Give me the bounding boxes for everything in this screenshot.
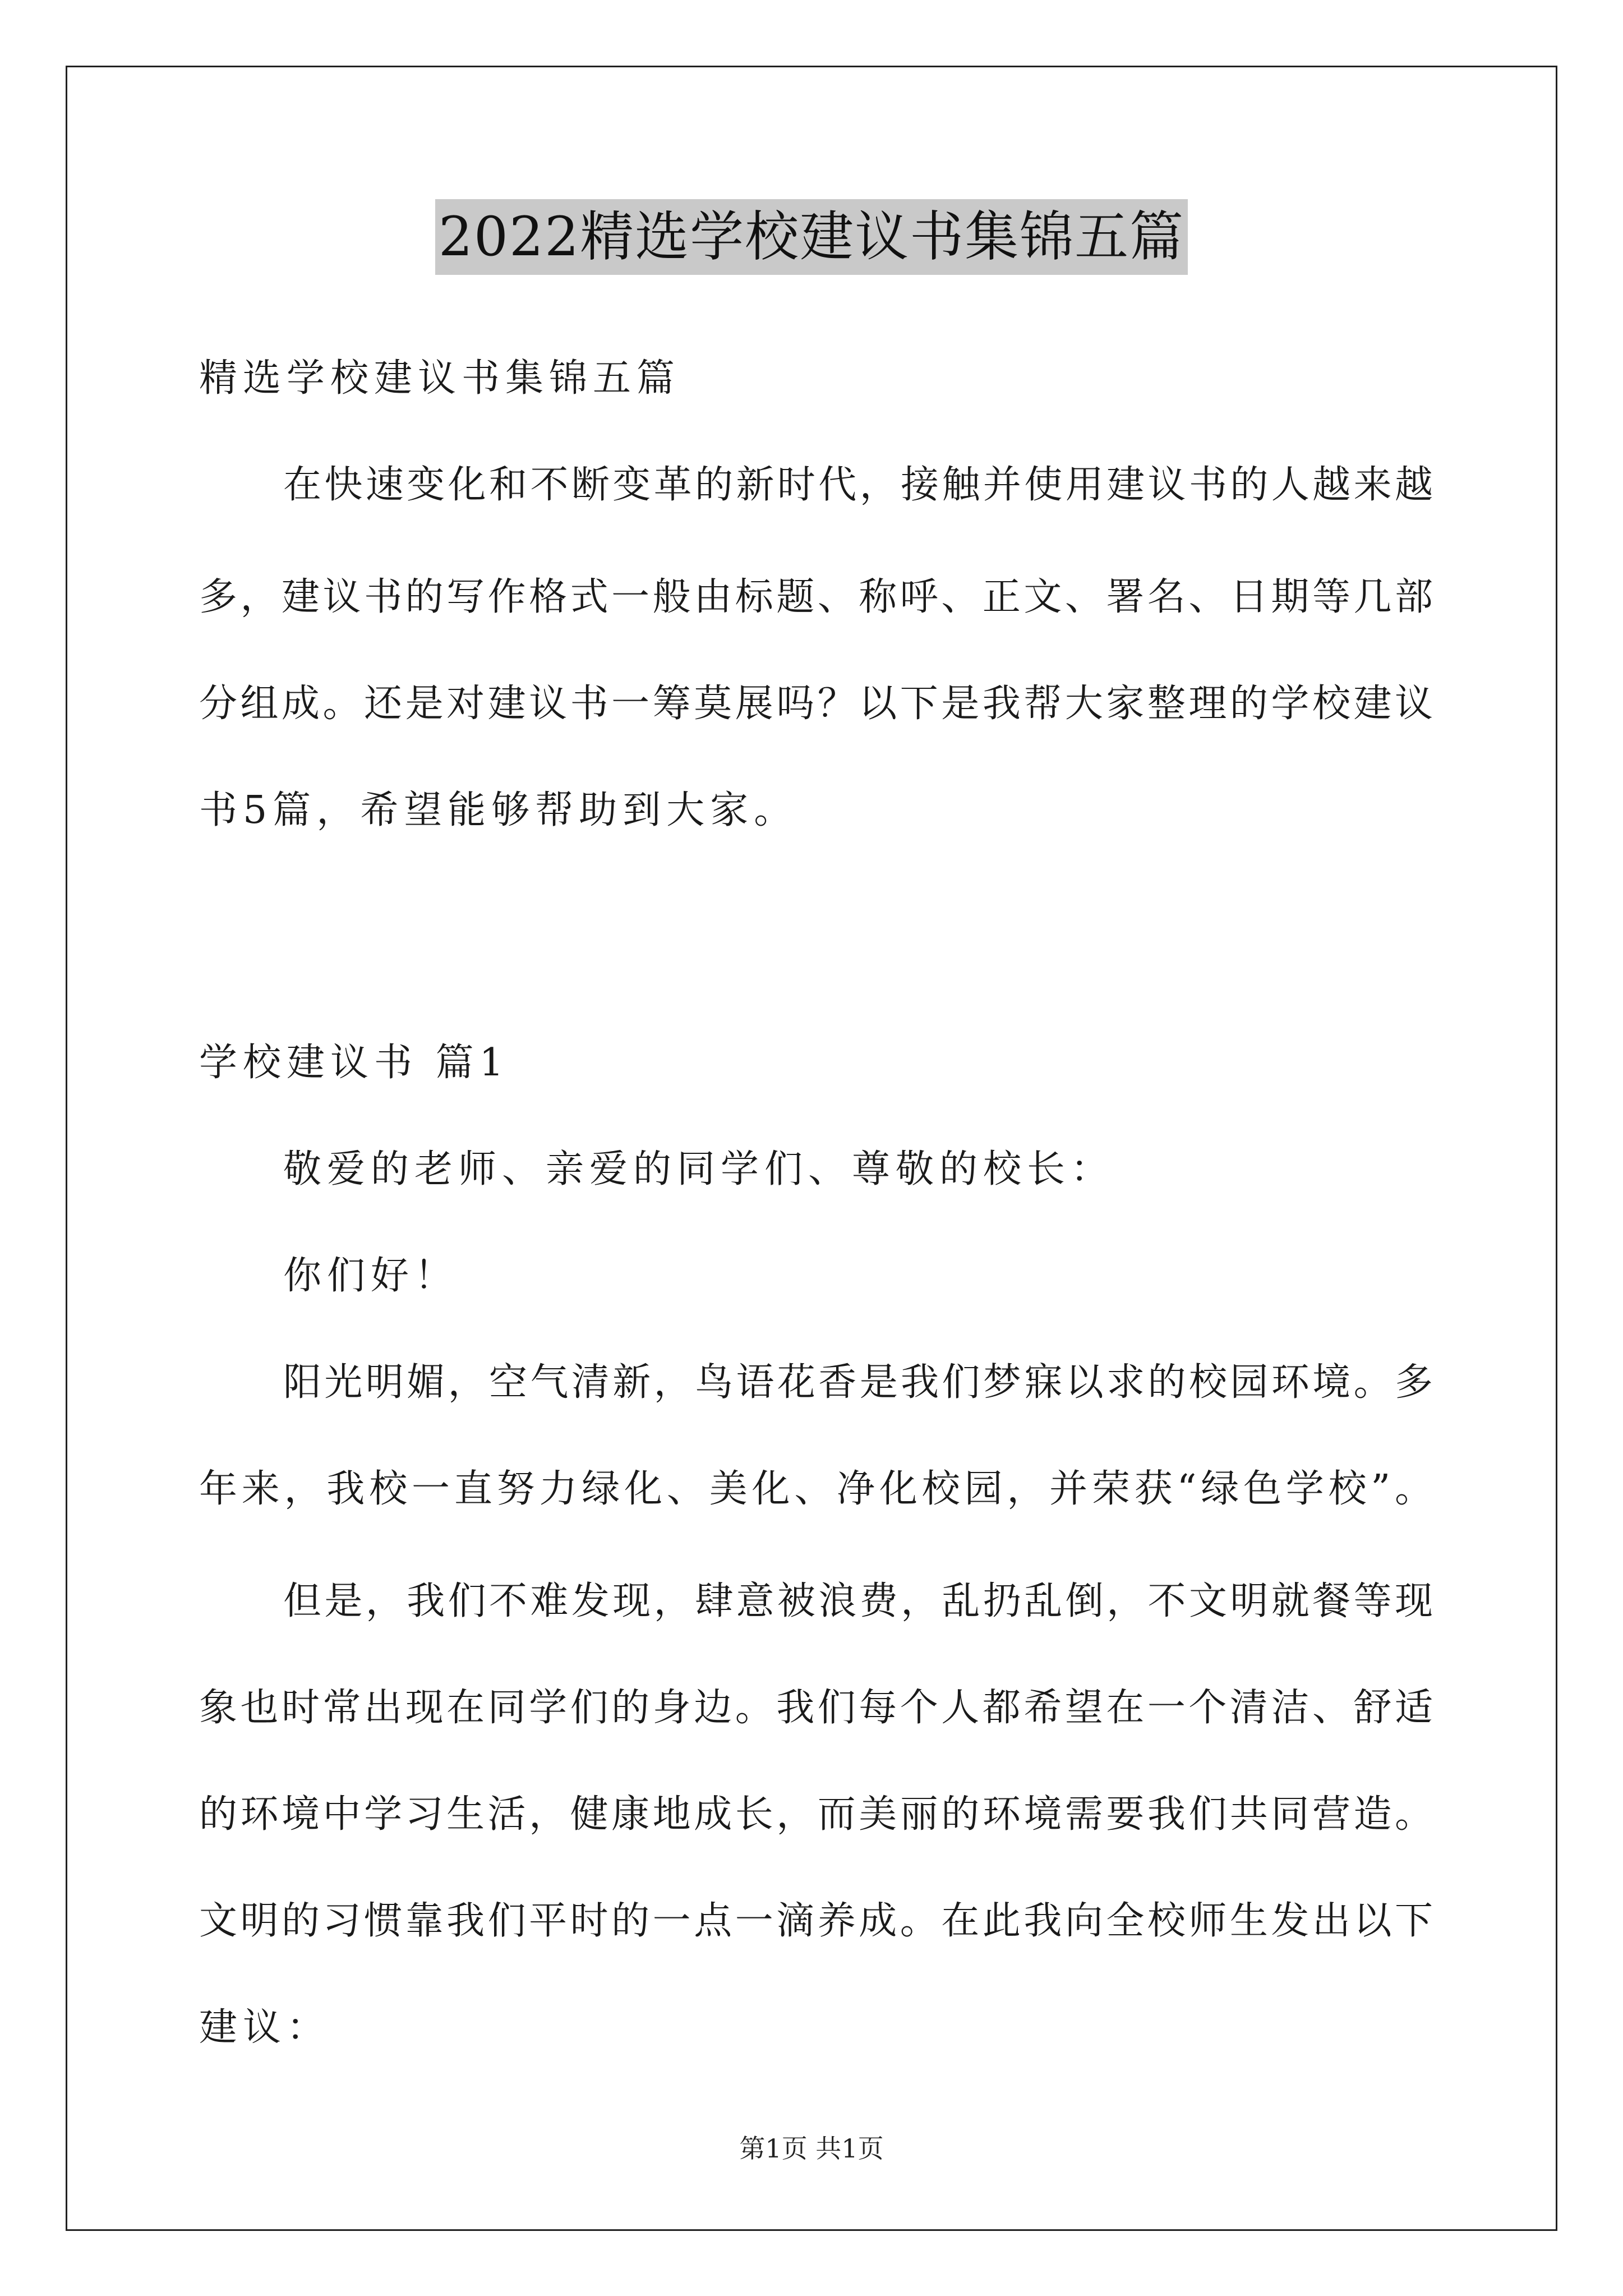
intro-line: 在快速变化和不断变革的新时代，接触并使用建议书的人越来越 — [283, 463, 1433, 507]
document-title: 2022精选学校建议书集锦五篇 — [435, 199, 1188, 275]
title-container — [0, 199, 1623, 275]
paragraph-line: 象也时常出现在同学们的身边。我们每个人都希望在一个清洁、舒适 — [199, 1686, 1433, 1730]
paragraph-line: 年来，我校一直努力绿化、美化、净化校园，并荣获“绿色学校”。 — [199, 1467, 1433, 1511]
salutation: 敬爱的老师、亲爱的同学们、尊敬的校长： — [283, 1147, 1115, 1191]
paragraph-line: 阳光明媚，空气清新，鸟语花香是我们梦寐以求的校园环境。多 — [283, 1360, 1433, 1405]
greeting: 你们好！ — [283, 1254, 459, 1298]
document-subtitle: 精选学校建议书集锦五篇 — [199, 356, 681, 401]
intro-line: 分组成。还是对建议书一筹莫展吗？以下是我帮大家整理的学校建议 — [199, 682, 1433, 726]
paragraph-line: 建议： — [199, 2005, 331, 2050]
section-heading: 学校建议书 篇1 — [199, 1041, 509, 1085]
paragraph-line: 但是，我们不难发现，肆意被浪费，乱扔乱倒，不文明就餐等现 — [283, 1579, 1433, 1623]
paragraph-line: 的环境中学习生活，健康地成长，而美丽的环境需要我们共同营造。 — [199, 1792, 1433, 1837]
page-footer: 第1页 共1页 — [739, 2133, 884, 2164]
intro-line: 多，建议书的写作格式一般由标题、称呼、正文、署名、日期等几部 — [199, 575, 1433, 619]
intro-line: 书5篇，希望能够帮助到大家。 — [199, 788, 798, 832]
paragraph-line: 文明的习惯靠我们平时的一点一滴养成。在此我向全校师生发出以下 — [199, 1899, 1433, 1943]
